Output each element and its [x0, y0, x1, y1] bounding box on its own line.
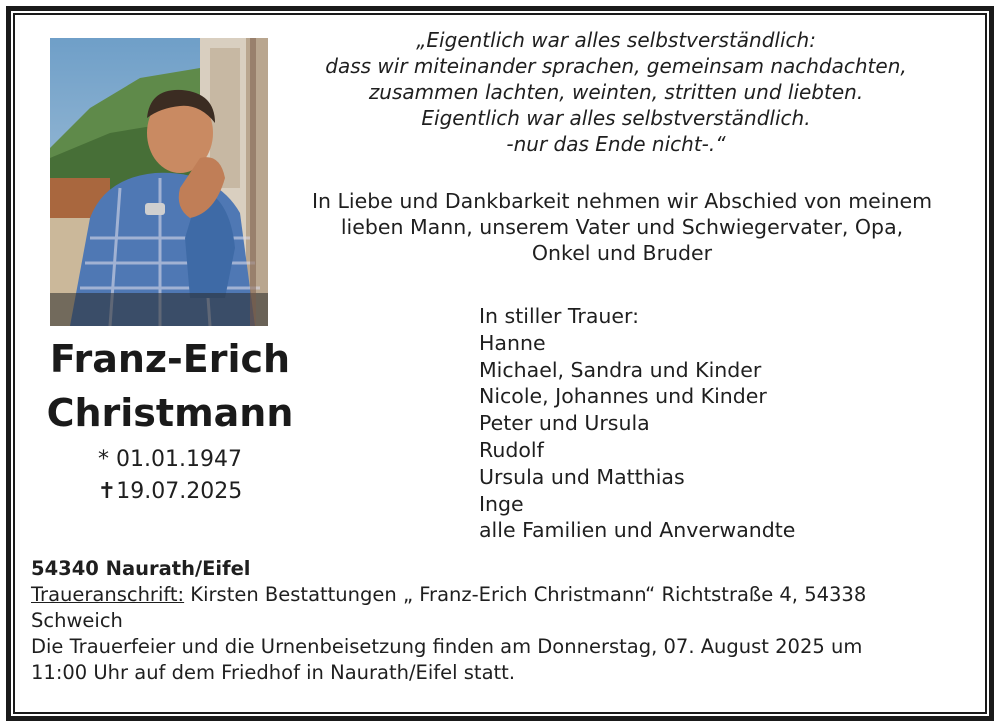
- place-line: 54340 Naurath/Eifel: [31, 557, 251, 580]
- mourner-name: Hanne: [479, 330, 546, 355]
- portrait-photo: [50, 38, 268, 326]
- address-text: Kirsten Bestattungen „ Franz-Erich Christmann“ Richtstraße 4, 54338: [184, 583, 867, 606]
- service-line: 11:00 Uhr auf dem Friedhof in Naurath/Eifel statt.: [31, 661, 516, 684]
- death-date: ✝19.07.2025: [97, 479, 243, 504]
- intro-line: In Liebe und Dankbarkeit nehmen wir Abschied von meinem: [311, 189, 933, 213]
- deceased-last-name: Christmann: [46, 391, 294, 435]
- memorial-quote: [300, 27, 932, 157]
- address-city: Schweich: [31, 609, 123, 632]
- deceased-first-name: Franz-Erich: [49, 337, 291, 381]
- mourner-name: Rudolf: [479, 437, 544, 462]
- mourner-name: Ursula und Matthias: [479, 464, 685, 489]
- quote-line: zusammen lachten, weinten, stritten und liebten.: [368, 80, 864, 104]
- intro-line: lieben Mann, unserem Vater und Schwiegervater, Opa,: [340, 215, 904, 239]
- mourners-heading: In stiller Trauer:: [479, 304, 639, 328]
- farewell-intro: [290, 188, 954, 266]
- quote-line: „Eigentlich war alles selbstverständlich:: [416, 28, 816, 52]
- mourner-name: Nicole, Johannes und Kinder: [479, 384, 767, 409]
- address-label: Traueranschrift:: [31, 583, 185, 606]
- mourner-name: Michael, Sandra und Kinder: [479, 357, 762, 382]
- address-line: [31, 582, 961, 608]
- birth-date: * 01.01.1947: [98, 447, 242, 472]
- intro-line: Onkel und Bruder: [531, 241, 713, 265]
- mourner-name: alle Familien und Anverwandte: [479, 518, 796, 543]
- mourners-list: [479, 303, 795, 544]
- mourner-name: Peter und Ursula: [479, 411, 650, 436]
- footer-info: [31, 556, 961, 686]
- quote-line: -nur das Ende nicht-.“: [506, 132, 726, 156]
- service-line: Die Trauerfeier und die Urnenbeisetzung finden am Donnerstag, 07. August 2025 um: [31, 635, 863, 658]
- quote-line: dass wir miteinander sprachen, gemeinsam nachdachten,: [325, 54, 907, 78]
- mourner-name: Inge: [479, 491, 524, 516]
- quote-line: Eigentlich war alles selbstverständlich.: [421, 106, 811, 130]
